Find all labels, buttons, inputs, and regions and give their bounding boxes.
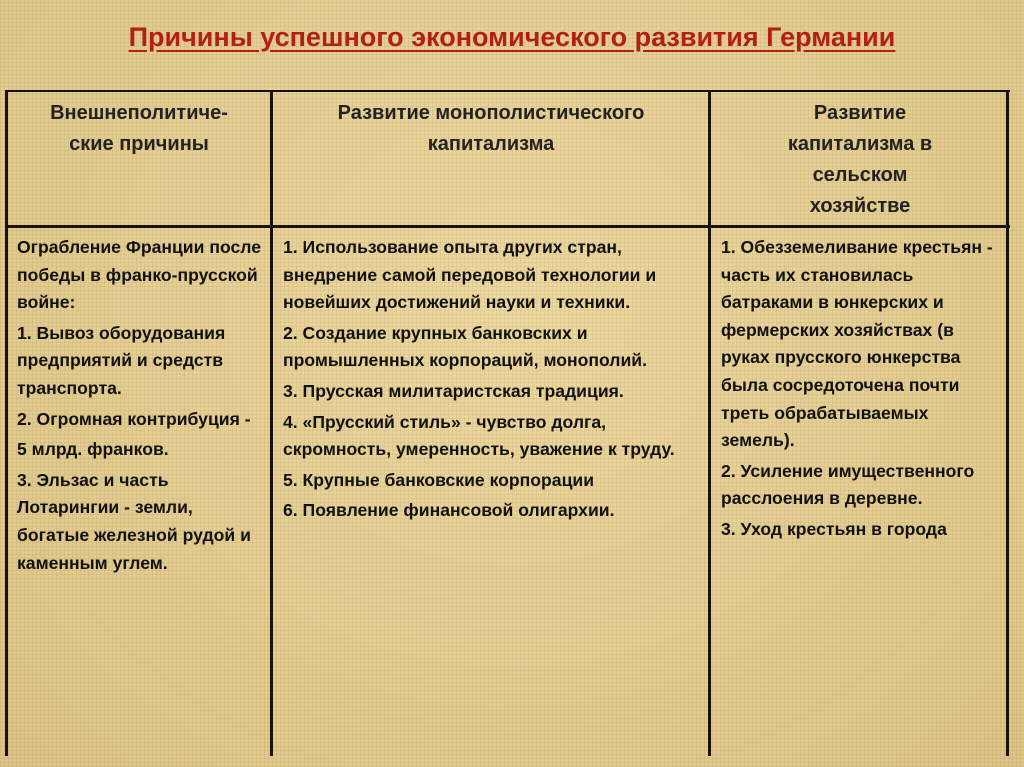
- page-title: Причины успешного экономического развития Германии: [128, 22, 896, 52]
- list-item: 6. Появление финансовой олигархии.: [283, 500, 615, 521]
- header-monopoly-capitalism: Развитие монополистического капитализма: [337, 102, 645, 155]
- list-item: 3. Уход крестьян в города: [721, 518, 947, 539]
- column-foreign-policy: [17, 234, 265, 580]
- list-item: Ограбление Франции после победы в франко-прусской войне:: [17, 237, 261, 313]
- column-divider: [708, 92, 711, 756]
- column-agriculture: [721, 234, 1003, 547]
- header-agriculture: Развитие капитализма в сельском хозяйстве: [787, 102, 933, 217]
- column-divider: [5, 92, 8, 756]
- list-item: 3. Прусская милитаристская традиция.: [283, 380, 624, 401]
- column-divider: [270, 92, 273, 756]
- list-item: 2. Огромная контрибуция -: [17, 408, 251, 429]
- column-divider: [1006, 92, 1009, 756]
- list-item: 5. Крупные банковские корпорации: [283, 469, 595, 490]
- header-foreign-policy: Внешнеполитиче- ские причины: [50, 102, 228, 155]
- list-item: 1. Вывоз оборудования предприятий и средств транспорта.: [17, 322, 226, 398]
- column-monopoly-capitalism: [283, 234, 703, 528]
- list-item: 1. Использование опыта других стран, внедрение самой передовой технологии и новейших достижений науки и техники.: [283, 237, 657, 313]
- header-divider: [5, 225, 1010, 228]
- list-item: 5 млрд. франков.: [17, 439, 169, 460]
- list-item: 2. Усиление имущественного расслоения в деревне.: [721, 460, 975, 509]
- list-item: 4. «Прусский стиль» - чувство долга, скромность, умеренность, уважение к труду.: [283, 411, 675, 460]
- list-item: 2. Создание крупных банковских и промышленных корпораций, монополий.: [283, 322, 648, 371]
- reasons-table: [5, 90, 1010, 756]
- list-item: 1. Обезземеливание крестьян - часть их становилась батраками в юнкерских и фермерских хозяйствах (в руках прусского юнкерства была сосредоточена почти треть обрабатываемых земель).: [721, 237, 993, 451]
- list-item: 3. Эльзас и часть Лотарингии - земли, богатые железной рудой и каменным углем.: [17, 469, 251, 573]
